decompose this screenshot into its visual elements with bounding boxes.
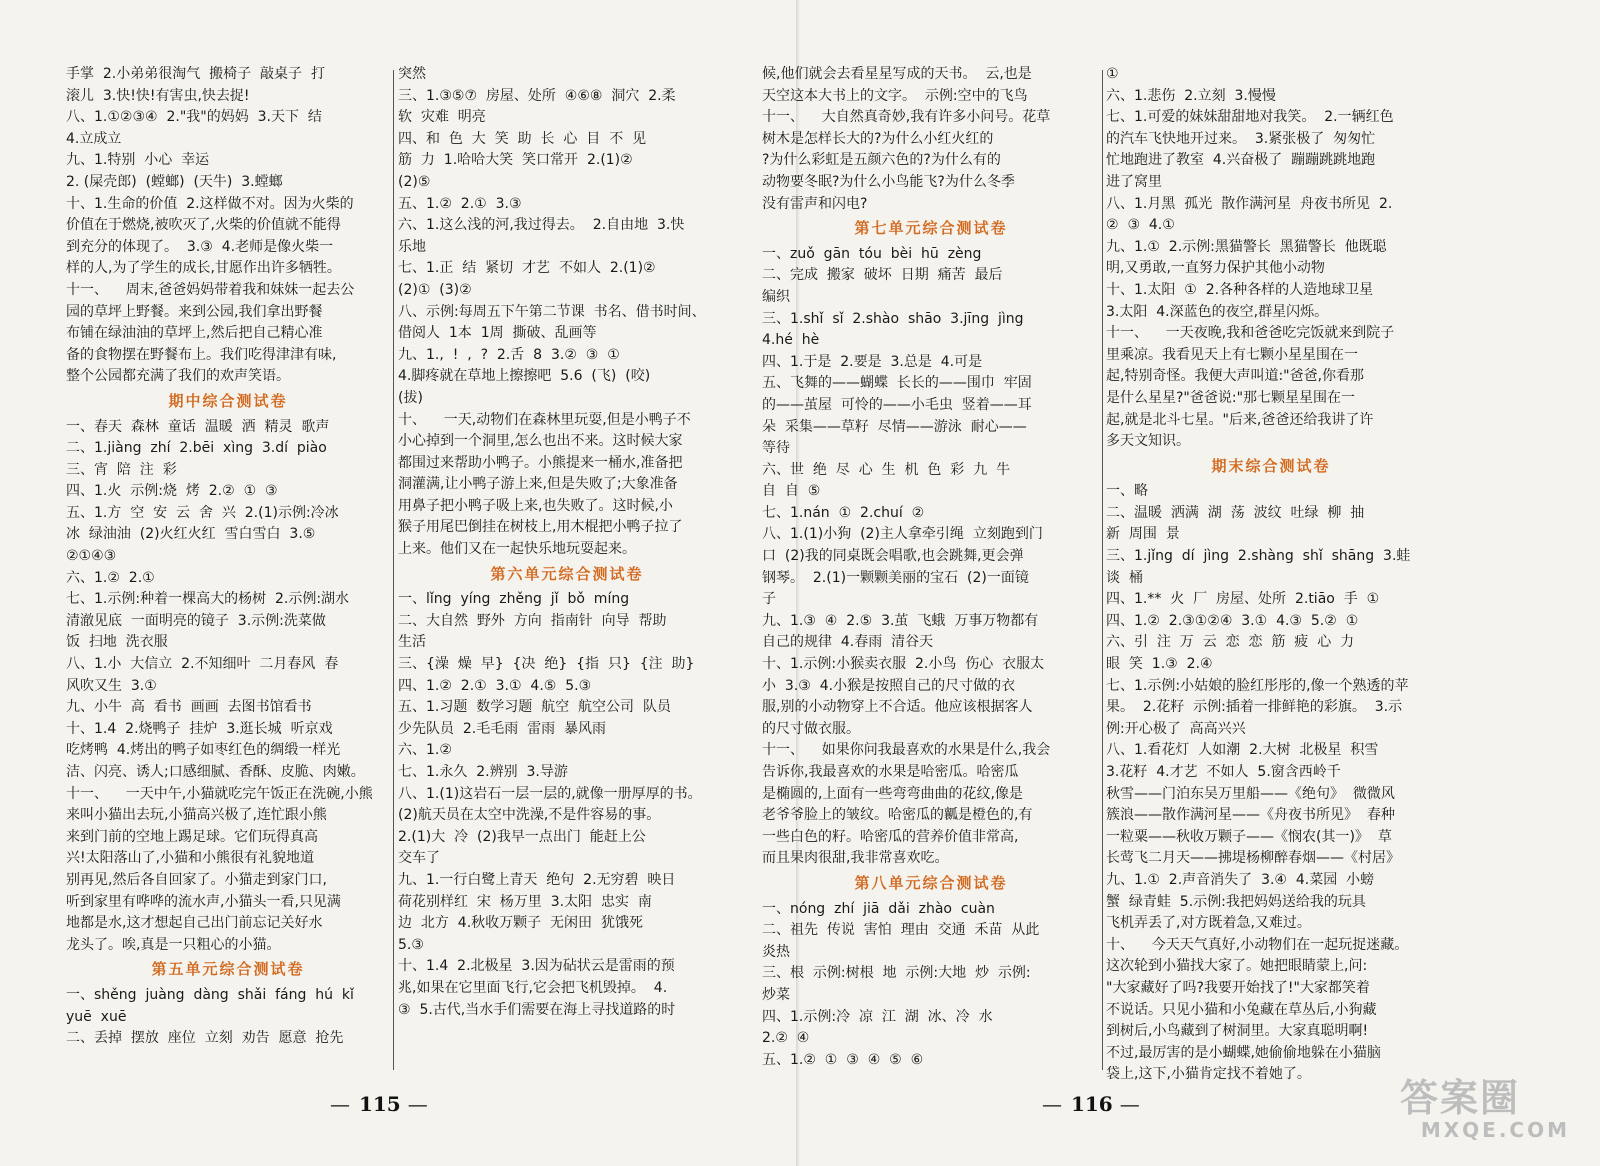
answer-line: 不过,最厉害的是小蝴蝶,她偷偷地躲在小猫脑 <box>1106 1044 1381 1061</box>
answer-line: 4.hé hè <box>762 332 820 349</box>
answer-line: 洞灌满,让小鸭子游上来,但是失败了;大象准备 <box>398 476 678 493</box>
answer-line: 突然 <box>398 66 426 82</box>
answer-line: 七、1.示例:小姑娘的脸红彤彤的,像一个熟透的苹 <box>1106 677 1409 694</box>
answer-line: 饭 扫地 洗衣服 <box>66 634 168 651</box>
answer-line: 4.立成立 <box>66 130 122 147</box>
answer-line: ③ 5.古代,当水手们需要在海上寻找道路的时 <box>398 1001 676 1018</box>
answer-line: 八、1.小 大信立 2.不知细叶 二月春风 春 <box>66 656 339 673</box>
answer-line: 清澈见底 一面明亮的镜子 3.示例:洗菜做 <box>66 612 326 629</box>
answer-line: (拔) <box>398 389 423 406</box>
answer-line: 三、1.shǐ sǐ 2.shào shāo 3.jīng jìng <box>762 310 1024 327</box>
answer-line: 二、大自然 野外 方向 指南针 向导 帮助 <box>398 612 667 629</box>
answer-line: ?为什么彩虹是五颜六色的?为什么有的 <box>762 152 1001 169</box>
answer-line: 交车了 <box>398 850 440 867</box>
answer-line: 二、祖先 传说 害怕 理由 交通 禾苗 从此 <box>762 922 1040 939</box>
answer-line: "大家藏好了吗?我要开始找了!"大家都笑着 <box>1106 979 1370 996</box>
answer-line: 自己的规律 4.春雨 清谷天 <box>762 634 934 651</box>
answer-line: 一、lǐng yíng zhěng jǐ bǒ míng <box>398 591 630 608</box>
answer-line: 朵 采集——草籽 尽情——游泳 耐心—— <box>762 418 1027 435</box>
answer-line: (2)① (3)② <box>398 281 472 298</box>
answer-line: 荷花别样红 宋 杨万里 3.太阳 忠实 南 <box>398 893 652 910</box>
answer-line: 三、根 示例:树根 地 示例:大地 炒 示例: <box>762 965 1031 982</box>
answer-line: 样的人,为了学生的成长,甘愿作出许多牺牲。 <box>66 260 341 277</box>
answer-line: 例:开心极了 高高兴兴 <box>1106 720 1246 737</box>
answer-line: 明,又勇敢,一直努力保护其他小动物 <box>1106 260 1325 277</box>
answer-column-4 <box>1106 64 1436 1083</box>
answer-line: 的尺寸做衣服。 <box>762 720 860 737</box>
page-number-right: — 116 — <box>1042 1092 1142 1116</box>
answer-line: 不说话。只见小猫和小兔藏在草丛后,小狗藏 <box>1106 1001 1377 1018</box>
answer-line: 九、1.③ ④ 2.⑤ 3.茧 飞蛾 万事万物都有 <box>762 612 1039 629</box>
answer-line: 十一、 周末,爸爸妈妈带着我和妹妹一起去公 <box>66 281 355 298</box>
col3-bottom <box>762 899 1100 1072</box>
page-number-left: — 115 — <box>330 1092 430 1116</box>
answer-line: 五、1.习题 数学习题 航空 航空公司 队员 <box>398 699 671 716</box>
answer-line: 十一、 一天夜晚,我和爸爸吃完饭就来到院子 <box>1106 325 1395 342</box>
answer-line: 一、略 <box>1106 483 1148 500</box>
answer-line: 二、丢掉 摆放 座位 立刻 劝告 愿意 抢先 <box>66 1030 344 1047</box>
answer-line: 九、1.① 2.声音消失了 3.④ 4.菜园 小螃 <box>1106 871 1375 888</box>
answer-line: 2.(1)大 冷 (2)我早一点出门 能赶上公 <box>398 828 646 845</box>
answer-line: 袋上,这下,小猫肯定找不着她了。 <box>1106 1066 1311 1083</box>
answer-line: 园的草坪上野餐。来到公园,我们拿出野餐 <box>66 303 323 320</box>
answer-line: 是椭圆的,上面有一些弯弯曲曲的花纹,像是 <box>762 785 1023 802</box>
section-title-midterm: 期中综合测试卷 <box>168 391 288 410</box>
answer-line: 布铺在绿油油的草坪上,然后把自己精心准 <box>66 325 323 342</box>
answer-line: 冰 绿油油 (2)火红火红 雪白雪白 3.⑤ <box>66 526 316 543</box>
answer-line: yuē xuē <box>66 1008 127 1025</box>
answer-line: 龙头了。唉,真是一只粗心的小猫。 <box>66 936 281 953</box>
answer-line: 一些白色的籽。哈密瓜的营养价值非常高, <box>762 828 1019 845</box>
answer-line: 地都是水,这才想起自己出门前忘记关好水 <box>66 915 323 932</box>
answer-line: 到树后,小鸟藏到了树洞里。大家真聪明啊! <box>1106 1023 1369 1040</box>
answer-line: 兆,如果在它里面飞行,它会把飞机毁掉。 4. <box>398 979 668 996</box>
answer-line: 到充分的体现了。 3.③ 4.老师是像火柴一 <box>66 238 334 255</box>
answer-line: 一粒粟——秋收万颗子——《悯农(其一)》 草 <box>1106 828 1392 845</box>
answer-line: 十、 一天,动物们在森林里玩耍,但是小鸭子不 <box>398 411 691 428</box>
answer-line: 来到门前的空地上踢足球。它们玩得真高 <box>66 828 318 845</box>
answer-line: 二、完成 搬家 破坏 日期 痛苦 最后 <box>762 267 1003 284</box>
answer-line: 滚儿 3.快!快!有害虫,快去捉! <box>66 87 250 104</box>
answer-line: 五、飞舞的——蝴蝶 长长的——围巾 牢固 <box>762 375 1032 392</box>
answer-line: 十、1.4 2.北极星 3.因为砧状云是雷雨的预 <box>398 958 675 975</box>
answer-line: 3.太阳 4.深蓝色的夜空,群星闪烁。 <box>1106 303 1329 320</box>
answer-line: 猴子用尾巴倒挂在树枝上,用木棍把小鸭子拉了 <box>398 519 683 536</box>
answer-line: 别再见,然后各自回家了。小猫走到家门口, <box>66 871 327 888</box>
answer-line: 七、1.nán ① 2.chuí ② <box>762 504 925 521</box>
answer-line: 老爷爷脸上的皱纹。哈密瓜的瓤是橙色的,有 <box>762 807 1033 824</box>
answer-line: 等待 <box>762 440 790 457</box>
answer-line: 十一、 大自然真奇妙,我有许多小问号。花草 <box>762 109 1051 126</box>
answer-line: 十、 今天天气真好,小动物们在一起玩捉迷藏。 <box>1106 936 1409 953</box>
answer-line: 一、春天 森林 童话 温暖 洒 精灵 歌声 <box>66 418 330 435</box>
answer-line: 八、1.(1)这岩石一层一层的,就像一册厚厚的书。 <box>398 785 702 802</box>
answer-line: 编织 <box>762 288 790 305</box>
answer-column-1 <box>66 64 390 1074</box>
answer-line: ② ③ 4.① <box>1106 217 1175 234</box>
column-divider <box>1102 70 1103 1070</box>
answer-line: 整个公园都充满了我们的欢声笑语。 <box>66 368 290 385</box>
section-title-unit7: 第七单元综合测试卷 <box>854 219 1008 238</box>
answer-line: 九、小牛 高 看书 画画 去图书馆看书 <box>66 699 312 716</box>
answer-line: 眼 笑 1.③ 2.④ <box>1106 656 1213 673</box>
answer-line: 起,就是北斗七星。"后来,爸爸还给我讲了许 <box>1106 411 1374 428</box>
answer-line: 四、和 色 大 笑 助 长 心 目 不 见 <box>398 130 647 147</box>
answer-line: 六、1.② <box>398 742 452 759</box>
answer-line: 簇浪——散作满河星——《舟夜书所见》 春种 <box>1106 807 1395 824</box>
answer-line: 树木是怎样长大的?为什么小红火红的 <box>762 130 994 147</box>
col4-bottom <box>1106 481 1436 1086</box>
answer-line: 八、1.看花灯 人如潮 2.大树 北极星 积雪 <box>1106 742 1379 759</box>
answer-line: ① <box>1106 66 1119 82</box>
answer-line: 小 3.③ 4.小猴是按照自己的尺寸做的衣 <box>762 677 1016 694</box>
answer-line: 忙地跑进了教室 4.兴奋极了 蹦蹦跳跳地跑 <box>1106 152 1376 169</box>
answer-line: 一、zuǒ gān tóu bèi hū zèng <box>762 245 982 262</box>
answer-line: 三、1.jǐng dí jìng 2.shàng shǐ shāng 3.蛙 <box>1106 548 1411 565</box>
answer-line: 秋雪——门泊东吴万里船——《绝句》 微微风 <box>1106 785 1395 802</box>
answer-line: 四、1.于是 2.要是 3.总是 4.可是 <box>762 353 983 370</box>
answer-line: 六、1.这么浅的河,我过得去。 2.自由地 3.快 <box>398 217 685 234</box>
answer-line: 炎热 <box>762 943 790 960</box>
answer-line: 四、1.② 2.① 3.① 4.⑤ 5.③ <box>398 677 592 694</box>
answer-line: 八、1.①②③④ 2."我"的妈妈 3.天下 结 <box>66 109 322 126</box>
answer-line: 都围过来帮助小鸭子。小熊提来一桶水,准备把 <box>398 454 683 471</box>
section-title-unit5: 第五单元综合测试卷 <box>151 960 305 979</box>
answer-line: 用鼻子把小鸭子吸上来,也失败了。这时候,小 <box>398 497 673 514</box>
answer-line: 吃烤鸭 4.烤出的鸭子如枣红色的绸缎一样光 <box>66 742 341 759</box>
answer-line: 风吹又生 3.① <box>66 677 157 694</box>
col1-bottom <box>66 985 390 1050</box>
answer-line: 自 自 ⑤ <box>762 483 821 500</box>
answer-line: 九、1.特别 小心 幸运 <box>66 152 210 169</box>
answer-line: 少先队员 2.毛毛雨 雷雨 暴风雨 <box>398 720 607 737</box>
answer-line: 十、1.4 2.烧鸭子 挂炉 3.逛长城 听京戏 <box>66 720 333 737</box>
answer-line: 一、nóng zhí jiā dǎi zhào cuàn <box>762 900 995 917</box>
answer-line: 二、1.jiàng zhí 2.bēi xìng 3.dí piào <box>66 440 327 457</box>
answer-line: 动物要冬眠?为什么小鸟能飞?为什么冬季 <box>762 173 1015 190</box>
answer-line: 来叫小猫出去玩,小猫高兴极了,连忙跟小熊 <box>66 807 327 824</box>
section-title-unit6: 第六单元综合测试卷 <box>490 564 644 583</box>
answer-line: 七、1.可爱的妹妹甜甜地对我笑。 2.一辆红色 <box>1106 109 1394 126</box>
answer-line: 果。 2.花籽 示例:插着一排鲜艳的彩旗。 3.示 <box>1106 699 1403 716</box>
watermark-logo: 答案圈 <box>1400 1076 1521 1120</box>
answer-line: 筋 力 1.哈哈大笑 笑口常开 2.(1)② <box>398 152 633 169</box>
answer-line: ②①④③ <box>66 548 117 565</box>
answer-line: 三、宵 陪 注 彩 <box>66 461 177 478</box>
answer-line: 的——茧屋 可怜的——小毛虫 竖着——耳 <box>762 396 1032 413</box>
watermark <box>1400 1078 1570 1148</box>
answer-column-2 <box>398 64 736 1074</box>
section-title-unit8: 第八单元综合测试卷 <box>854 873 1008 892</box>
answer-line: 小心掉到一个洞里,怎么也出不来。这时候大家 <box>398 433 683 450</box>
answer-line: 三、1.③⑤⑦ 房屋、处所 ④⑥⑧ 洞穴 2.柔 <box>398 87 676 104</box>
answer-line: 钢琴。 2.(1)一颗颗美丽的宝石 (2)一面镜 <box>762 569 1029 586</box>
answer-column-3 <box>762 64 1100 1074</box>
answer-line: 五、1.② ① ③ ④ ⑤ ⑥ <box>762 1051 924 1068</box>
answer-line: 八、示例:每周五下午第二节课 书名、借书时间、 <box>398 303 706 320</box>
answer-line: 四、1.示例:冷 凉 江 湖 冰、冷 水 <box>762 1008 993 1025</box>
answer-line: 五、1.② 2.① 3.③ <box>398 195 522 212</box>
answer-line: 2.② ④ <box>762 1030 810 1047</box>
answer-line: 听到家里有哗哗的流水声,小猫头一看,只见满 <box>66 893 341 910</box>
answer-line: 乐地 <box>398 238 426 255</box>
answer-line: 子 <box>762 591 776 608</box>
answer-line: 服,别的小动物穿上不合适。他应该根据客人 <box>762 699 1033 716</box>
answer-line: 谈 桶 <box>1106 569 1143 586</box>
answer-line: 软 灾难 明亮 <box>398 109 486 126</box>
answer-line: 4.脚疼就在草地上擦擦吧 5.6 (飞) (咬) <box>398 368 651 385</box>
answer-line: 十、1.太阳 ① 2.各种各样的人造地球卫星 <box>1106 281 1374 298</box>
answer-line: (2)⑤ <box>398 173 431 190</box>
col2-bottom <box>398 589 736 1021</box>
answer-line: 借阅人 1本 1周 撕破、乱画等 <box>398 325 597 342</box>
answer-line: 十、1.示例:小猴卖衣服 2.小鸟 伤心 衣服太 <box>762 656 1045 673</box>
answer-line: (2)航天员在太空中洗澡,不是件容易的事。 <box>398 807 661 824</box>
answer-line: 四、1.② 2.③①②④ 3.① 4.③ 5.② ① <box>1106 612 1359 629</box>
answer-line: 七、1.示例:种着一棵高大的杨树 2.示例:湖水 <box>66 591 350 608</box>
answer-line: 里乘凉。我看见天上有七颗小星星围在一 <box>1106 346 1358 363</box>
answer-line: 七、1.正 结 紧切 才艺 不如人 2.(1)② <box>398 260 656 277</box>
answer-line: 而且果肉很甜,我非常喜欢吃。 <box>762 850 949 867</box>
answer-line: 三、{澡 燥 早} {决 绝} {指 只} {注 助} <box>398 656 695 673</box>
col3-top <box>762 64 1100 215</box>
col3-middle <box>762 244 1100 870</box>
answer-line: 3.花籽 4.才艺 不如人 5.窗含西岭千 <box>1106 764 1341 780</box>
col4-top <box>1106 64 1436 453</box>
answer-line: 洁、闪亮、诱人;口感细腻、香酥、皮脆、肉嫩。 <box>66 764 365 780</box>
watermark-url: MXQE.COM <box>1420 1118 1570 1142</box>
answer-line: 进了窝里 <box>1106 173 1162 190</box>
answer-line: 新 周围 景 <box>1106 526 1180 543</box>
answer-line: 六、引 注 万 云 恋 恋 筋 疲 心 力 <box>1106 634 1355 651</box>
answer-line: 兴!太阳落山了,小猫和小熊很有礼貌地道 <box>66 850 315 867</box>
answer-line: 告诉你,我最喜欢的水果是哈密瓜。哈密瓜 <box>762 764 1019 780</box>
answer-line: 是什么星星?"爸爸说:"那七颗星星围在一 <box>1106 389 1356 406</box>
col1-top <box>66 64 390 388</box>
answer-line: 没有雷声和闪电? <box>762 195 868 212</box>
answer-line: 十一、 如果你问我最喜欢的水果是什么,我会 <box>762 742 1051 759</box>
answer-line: 价值在于燃烧,被吹灭了,火柴的价值就不能得 <box>66 217 341 234</box>
col1-middle <box>66 417 390 957</box>
answer-line: 六、1.② 2.① <box>66 569 155 586</box>
answer-line: 手掌 2.小弟弟很淘气 搬椅子 敲桌子 打 <box>66 66 325 82</box>
answer-line: 起,特别奇怪。我便大声叫道:"爸爸,你看那 <box>1106 368 1365 385</box>
answer-line: 边 北方 4.秋收万颗子 无闲田 犹饿死 <box>398 915 643 932</box>
answer-line: 九、1., ! , ? 2.舌 8 3.② ③ ① <box>398 346 620 363</box>
answer-line: 十、1.生命的价值 2.这样做不对。因为火柴的 <box>66 195 354 212</box>
answer-line: 八、1.月黑 孤光 散作满河星 舟夜书所见 2. <box>1106 195 1393 212</box>
answer-line: 飞机弄丢了,对方既着急,又难过。 <box>1106 915 1311 932</box>
answer-line: 2. (屎壳郎) (螳螂) (天牛) 3.螳螂 <box>66 173 283 190</box>
column-divider <box>393 70 394 1070</box>
answer-line: 一、shěng juàng dàng shǎi fáng hú kǐ <box>66 986 354 1003</box>
answer-line: 天空这本大书上的文字。 示例:空中的飞鸟 <box>762 87 1028 104</box>
answer-line: 九、1.① 2.示例:黑猫警长 黑猫警长 他既聪 <box>1106 238 1387 255</box>
answer-line: 六、1.悲伤 2.立刻 3.慢慢 <box>1106 87 1276 104</box>
answer-line: 二、温暖 洒满 湖 荡 波纹 吐绿 柳 抽 <box>1106 504 1365 521</box>
answer-line: 上来。他们又在一起快乐地玩耍起来。 <box>398 541 636 558</box>
answer-line: 八、1.(1)小狗 (2)主人拿牵引绳 立刻跑到门 <box>762 526 1043 543</box>
answer-line: 六、世 绝 尽 心 生 机 色 彩 九 牛 <box>762 461 1011 478</box>
answer-line: 九、1.一行白鹭上青天 绝句 2.无穷碧 映日 <box>398 871 676 888</box>
answer-line: 七、1.永久 2.辨别 3.导游 <box>398 764 568 780</box>
answer-line: 蟹 绿青蛙 5.示例:我把妈妈送给我的玩具 <box>1106 893 1366 910</box>
answer-line: 五、1.方 空 安 云 舍 兴 2.(1)示例:冷冰 <box>66 504 339 521</box>
answer-line: 备的食物摆在野餐布上。我们吃得津津有味, <box>66 346 337 363</box>
answer-line: 炒菜 <box>762 986 790 1003</box>
answer-line: 四、1.火 示例:烧 烤 2.② ① ③ <box>66 483 278 500</box>
section-title-final: 期末综合测试卷 <box>1211 456 1331 475</box>
answer-line: 多天文知识。 <box>1106 433 1190 450</box>
answer-line: 生活 <box>398 634 426 651</box>
answer-line: 四、1.** 火 厂 房屋、处所 2.tiāo 手 ① <box>1106 591 1380 608</box>
answer-line: 5.③ <box>398 936 424 953</box>
answer-line: 十一、 一天中午,小猫就吃完午饭正在洗碗,小熊 <box>66 785 373 802</box>
answer-line: 候,他们就会去看星星写成的天书。 云,也是 <box>762 66 1032 82</box>
answer-line: 的汽车飞快地开过来。 3.紧张极了 匆匆忙 <box>1106 130 1376 147</box>
left-page <box>0 0 795 1166</box>
col2-top <box>398 64 736 561</box>
answer-line: 长莺飞二月天——拂堤杨柳醉春烟——《村居》 <box>1106 850 1400 867</box>
answer-line: 这次轮到小猫找大家了。她把眼睛蒙上,问: <box>1106 958 1368 975</box>
answer-line: 口 (2)我的同桌既会唱歌,也会跳舞,更会弹 <box>762 548 1024 565</box>
